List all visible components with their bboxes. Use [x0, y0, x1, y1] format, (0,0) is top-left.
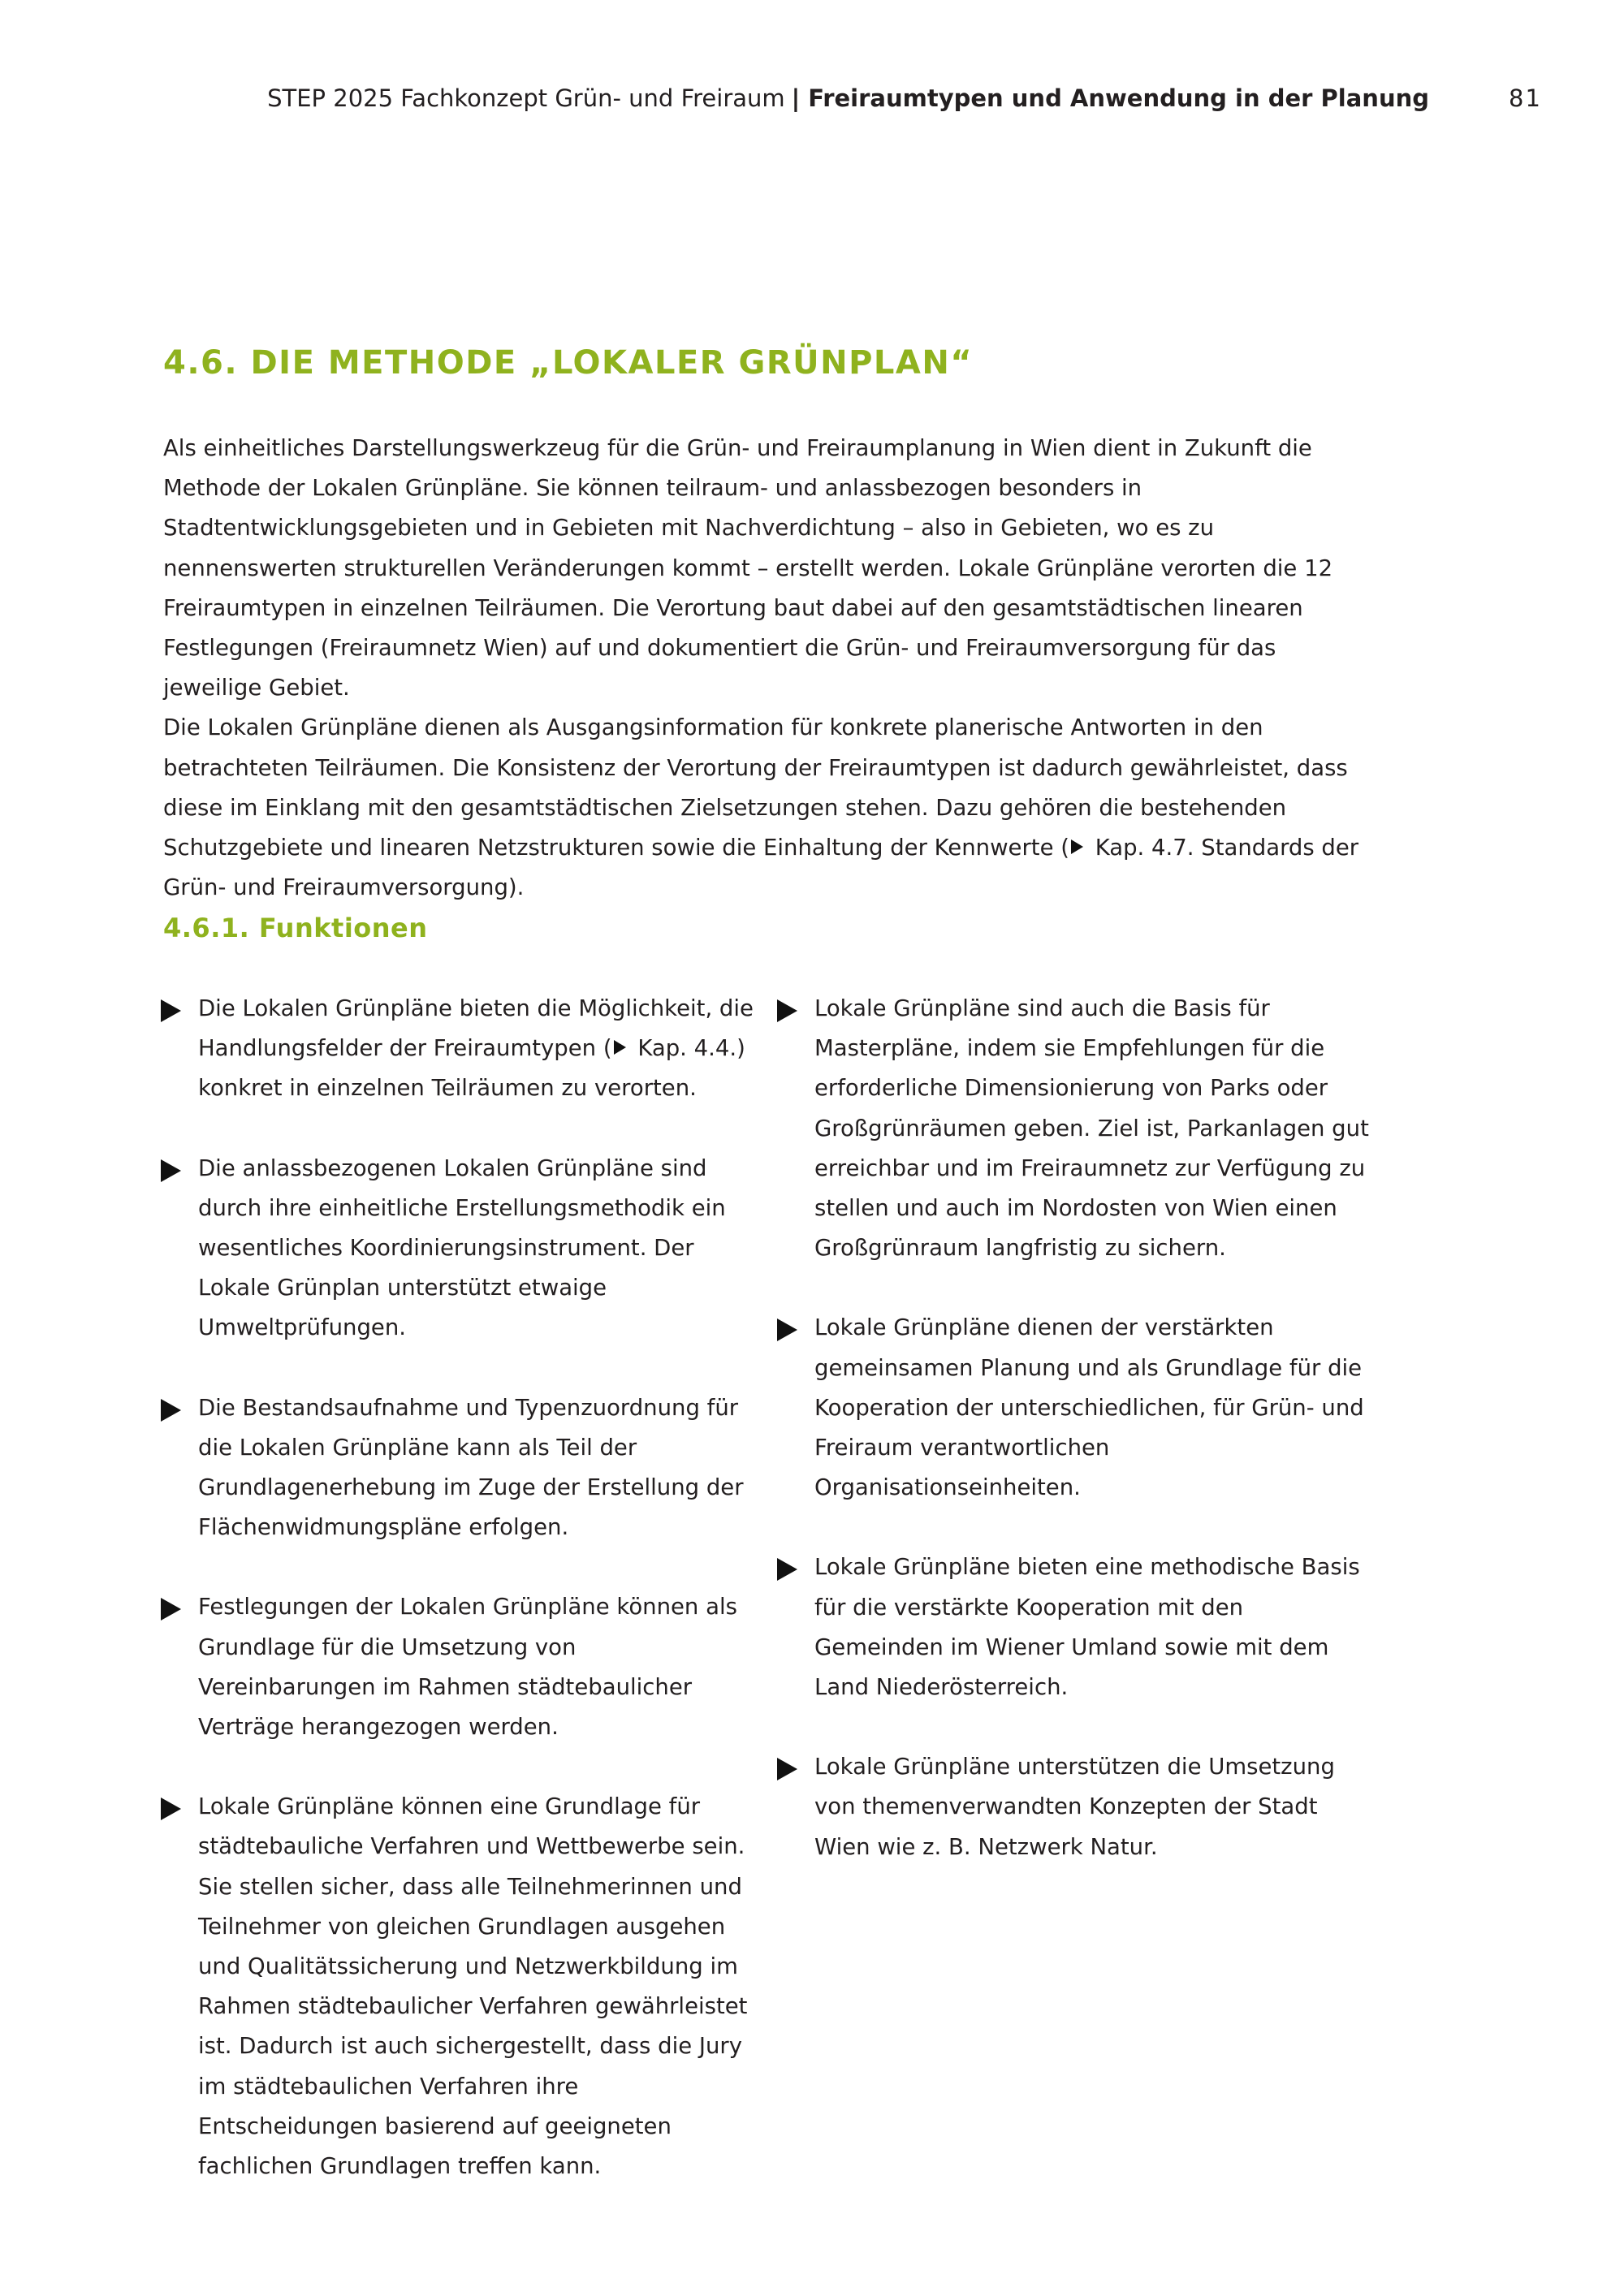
header-separator: | [791, 84, 801, 112]
cross-reference-text: Kap. 4.7. Standards der Grün- und Freiraumversorgung). [163, 835, 1359, 901]
list-item [161, 989, 754, 1109]
list-item [777, 1747, 1370, 1867]
list-item [161, 1787, 754, 2186]
list-item-text: Lokale Grünpläne sind auch die Basis für Masterpläne, indem sie Empfehlungen für die erforderliche Dimensionierung von Parks oder Großgrünräumen geben. Ziel ist, Parkanlagen gut erreichbar und im Freiraumnetz zur Verfügung zu stellen und auch im Nordosten von Wien einen Großgrünraum langfristig zu sichern. [814, 995, 1369, 1262]
body-paragraph [163, 708, 1365, 908]
bullet-arrow-icon [777, 1558, 797, 1581]
list-item-text: Lokale Grünpläne unterstützen die Umsetzung von themenverwandten Konzepten der Stadt Wien wie z. B. Netzwerk Natur. [814, 1754, 1335, 1860]
cross-reference-arrow-icon [1071, 839, 1083, 854]
cross-reference-text: Kap. 4.4.) konkret in einzelnen Teilräumen zu verorten. [198, 1035, 745, 1102]
list-item [161, 1388, 754, 1548]
bullet-arrow-icon [161, 1399, 181, 1422]
list-item [161, 1149, 754, 1349]
chapter-title: Freiraumtypen und Anwendung in der Planung [808, 84, 1429, 112]
bullet-arrow-icon [161, 999, 181, 1022]
section-body [163, 429, 1365, 908]
list-item-text: Lokale Grünpläne können eine Grundlage für städtebauliche Verfahren und Wettbewerbe sein. Sie stellen sicher, dass alle Teilnehmerinnen und Teilnehmer von gleichen Grundlagen ausgehen und Qualitätssicherung und Netzwerkbildung im Rahmen städtebaulicher Verfahren gewährleistet ist. Dadurch ist auch sichergestellt, dass die Jury im städtebaulichen Verfahren ihre Entscheidungen basierend auf geeigneten fachlichen Grundlagen treffen kann. [198, 1793, 748, 2180]
list-item-text: Lokale Grünpläne dienen der verstärkten gemeinsamen Planung und als Grundlage für die Kooperation der unterschiedlichen, für Grün- und Freiraum verantwortlichen Organisationseinheiten. [814, 1314, 1364, 1501]
list-item-text: Lokale Grünpläne bieten eine methodische Basis für die verstärkte Kooperation mit den Gemeinden im Wiener Umland sowie mit dem Land Niederösterreich. [814, 1554, 1360, 1701]
list-item-text: Die Lokalen Grünpläne bieten die Möglichkeit, die Handlungsfelder der Freiraumtypen ( [198, 995, 754, 1062]
document-title: STEP 2025 Fachkonzept Grün- und Freiraum [267, 84, 785, 112]
subsection-heading: 4.6.1. Funktionen [163, 913, 428, 943]
bullet-arrow-icon [777, 999, 797, 1022]
functions-list-right [777, 989, 1370, 1907]
page-number: 81 [1509, 84, 1542, 112]
bullet-arrow-icon [161, 1159, 181, 1182]
running-header [267, 84, 1429, 112]
cross-reference-arrow-icon [614, 1040, 626, 1055]
list-item-text: Die Bestandsaufnahme und Typenzuordnung für die Lokalen Grünpläne kann als Teil der Grundlagenerhebung im Zuge der Erstellung der Flächenwidmungspläne erfolgen. [198, 1394, 744, 1541]
bullet-arrow-icon [161, 1798, 181, 1820]
section-heading: 4.6. DIE METHODE „LOKALER GRÜNPLAN“ [163, 344, 974, 382]
body-paragraph: Als einheitliches Darstellungswerkzeug für die Grün- und Freiraumplanung in Wien dient in Zukunft die Methode der Lokalen Grünpläne. Sie können teilraum- und anlassbezogen besonders in Stadtentwicklungsgebieten und in Gebieten mit Nachverdichtung – also in Gebieten, wo es zu nennenswerten strukturellen Veränderungen kommt – erstellt werden. Lokale Grünpläne verorten die 12 Freiraumtypen in einzelnen Teilräumen. Die Verortung baut dabei auf den gesamtstädtischen linearen Festlegungen (Freiraumnetz Wien) auf und dokumentiert die Grün- und Freiraumversorgung für das jeweilige Gebiet. [163, 435, 1333, 701]
bullet-arrow-icon [161, 1598, 181, 1621]
list-item [777, 1547, 1370, 1707]
list-item [161, 1587, 754, 1747]
list-item-text: Festlegungen der Lokalen Grünpläne können als Grundlage für die Umsetzung von Vereinbarungen im Rahmen städtebaulicher Verträge herangezogen werden. [198, 1594, 737, 1741]
bullet-arrow-icon [777, 1758, 797, 1780]
list-item [777, 989, 1370, 1268]
paragraph-text: Die Lokalen Grünpläne dienen als Ausgangsinformation für konkrete planerische Antworten in den betrachteten Teilräumen. Die Konsistenz der Verortung der Freiraumtypen ist dadurch gewährleistet, dass diese im Einklang mit den gesamtstädtischen Zielsetzungen stehen. Dazu gehören die bestehenden Schutzgebiete und linearen Netzstrukturen sowie die Einhaltung der Kennwerte ( [163, 714, 1348, 861]
list-item [777, 1308, 1370, 1508]
list-item-text: Die anlassbezogenen Lokalen Grünpläne sind durch ihre einheitliche Erstellungsmethodik ein wesentliches Koordinierungsinstrument. Der Lokale Grünplan unterstützt etwaige Umweltprüfungen. [198, 1154, 726, 1341]
functions-list-left [161, 989, 754, 2226]
bullet-arrow-icon [777, 1318, 797, 1341]
